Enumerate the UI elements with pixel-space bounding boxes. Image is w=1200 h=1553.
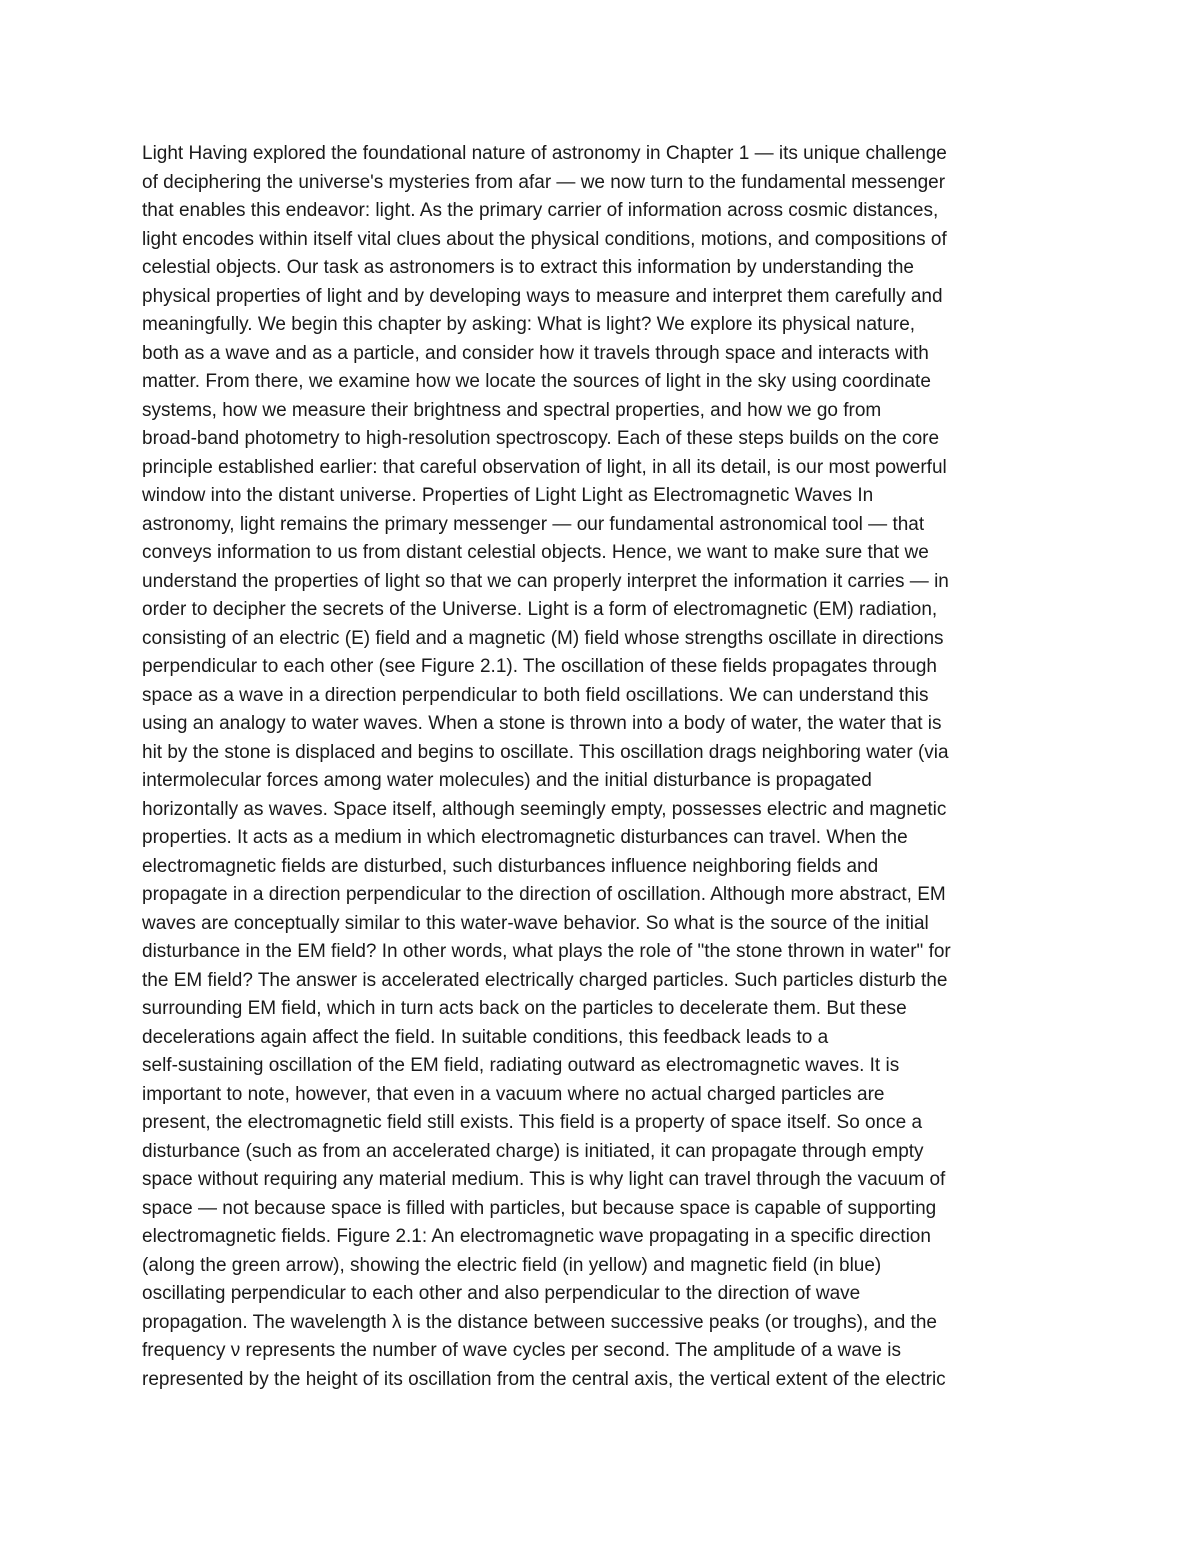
text-line: disturbance (such as from an accelerated charge) is initiated, it can propagate through empty — [142, 1140, 924, 1162]
text-line: (along the green arrow), showing the electric field (in yellow) and magnetic field (in blue) — [142, 1254, 882, 1276]
text-line: understand the properties of light so that we can properly interpret the information it carries — in — [142, 570, 949, 592]
text-line: light encodes within itself vital clues about the physical conditions, motions, and compositions of — [142, 228, 947, 250]
text-line: systems, how we measure their brightness and spectral properties, and how we go from — [142, 399, 882, 421]
text-line: space — not because space is filled with particles, but because space is capable of supporting — [142, 1197, 937, 1219]
text-line: propagate in a direction perpendicular to the direction of oscillation. Although more abstract, EM — [142, 884, 946, 905]
text-line: using an analogy to water waves. When a stone is thrown into a body of water, the water that is — [142, 713, 942, 734]
text-line: electromagnetic fields are disturbed, such disturbances influence neighboring fields and — [142, 855, 879, 877]
text-line: hit by the stone is displaced and begins to oscillate. This oscillation drags neighboring water (via — [142, 741, 949, 763]
text-line: astronomy, light remains the primary messenger — our fundamental astronomical tool — that — [142, 513, 925, 535]
text-line: represented by the height of its oscillation from the central axis, the vertical extent of the electric — [142, 1368, 946, 1390]
text-line: window into the distant universe. Properties of Light Light as Electromagnetic Waves In — [142, 485, 874, 506]
text-line: space as a wave in a direction perpendicular to both field oscillations. We can understand this — [142, 684, 929, 706]
text-line: space without requiring any material medium. This is why light can travel through the vacuum of — [142, 1169, 946, 1190]
text-line: consisting of an electric (E) field and a magnetic (M) field whose strengths oscillate in directions — [142, 627, 944, 649]
text-line: waves are conceptually similar to this water-wave behavior. So what is the source of the initial — [142, 912, 929, 934]
text-line: matter. From there, we examine how we locate the sources of light in the sky using coordinate — [142, 371, 931, 392]
text-line: the EM field? The answer is accelerated electrically charged particles. Such particles disturb the — [142, 969, 948, 991]
text-line: both as a wave and as a particle, and consider how it travels through space and interacts with — [142, 342, 929, 364]
text-line: principle established earlier: that careful observation of light, in all its detail, is our most powerful — [142, 456, 947, 478]
text-line: electromagnetic fields. Figure 2.1: An electromagnetic wave propagating in a specific direction — [142, 1226, 931, 1247]
text-line: frequency ν represents the number of wave cycles per second. The amplitude of a wave is — [142, 1340, 901, 1361]
text-line: oscillating perpendicular to each other and also perpendicular to the direction of wave — [142, 1283, 861, 1304]
text-line: conveys information to us from distant celestial objects. Hence, we want to make sure that we — [142, 542, 929, 563]
text-line: disturbance in the EM field? In other words, what plays the role of "the stone thrown in water" for — [142, 941, 951, 962]
text-line: properties. It acts as a medium in which electromagnetic disturbances can travel. When the — [142, 827, 908, 848]
text-line: of deciphering the universe's mysteries from afar — we now turn to the fundamental messenger — [142, 171, 946, 193]
text-line: propagation. The wavelength λ is the distance between successive peaks (or troughs), and the — [142, 1311, 937, 1333]
text-line: intermolecular forces among water molecules) and the initial disturbance is propagated — [142, 770, 872, 791]
text-line: surrounding EM field, which in turn acts back on the particles to decelerate them. But these — [142, 998, 907, 1019]
text-line: that enables this endeavor: light. As the primary carrier of information across cosmic distances, — [142, 200, 939, 221]
text-line: celestial objects. Our task as astronomers is to extract this information by understanding the — [142, 257, 914, 278]
text-line: horizontally as waves. Space itself, although seemingly empty, possesses electric and magnetic — [142, 798, 947, 820]
text-line: important to note, however, that even in a vacuum where no actual charged particles are — [142, 1083, 885, 1105]
text-line: order to decipher the secrets of the Universe. Light is a form of electromagnetic (EM) radiation, — [142, 599, 938, 620]
body-paragraph — [142, 140, 1072, 1394]
text-line: decelerations again affect the field. In suitable conditions, this feedback leads to a — [142, 1026, 829, 1048]
text-line: physical properties of light and by developing ways to measure and interpret them carefully and — [142, 285, 943, 307]
text-line: broad-band photometry to high-resolution spectroscopy. Each of these steps builds on the core — [142, 428, 940, 449]
text-line: Light Having explored the foundational nature of astronomy in Chapter 1 — its unique challenge — [142, 143, 947, 164]
text-line: present, the electromagnetic field still exists. This field is a property of space itself. So once a — [142, 1112, 923, 1133]
text-line: self-sustaining oscillation of the EM field, radiating outward as electromagnetic waves. It is — [142, 1055, 900, 1076]
text-line: perpendicular to each other (see Figure 2.1). The oscillation of these fields propagates through — [142, 656, 937, 677]
text-line: meaningfully. We begin this chapter by asking: What is light? We explore its physical nature, — [142, 314, 916, 335]
